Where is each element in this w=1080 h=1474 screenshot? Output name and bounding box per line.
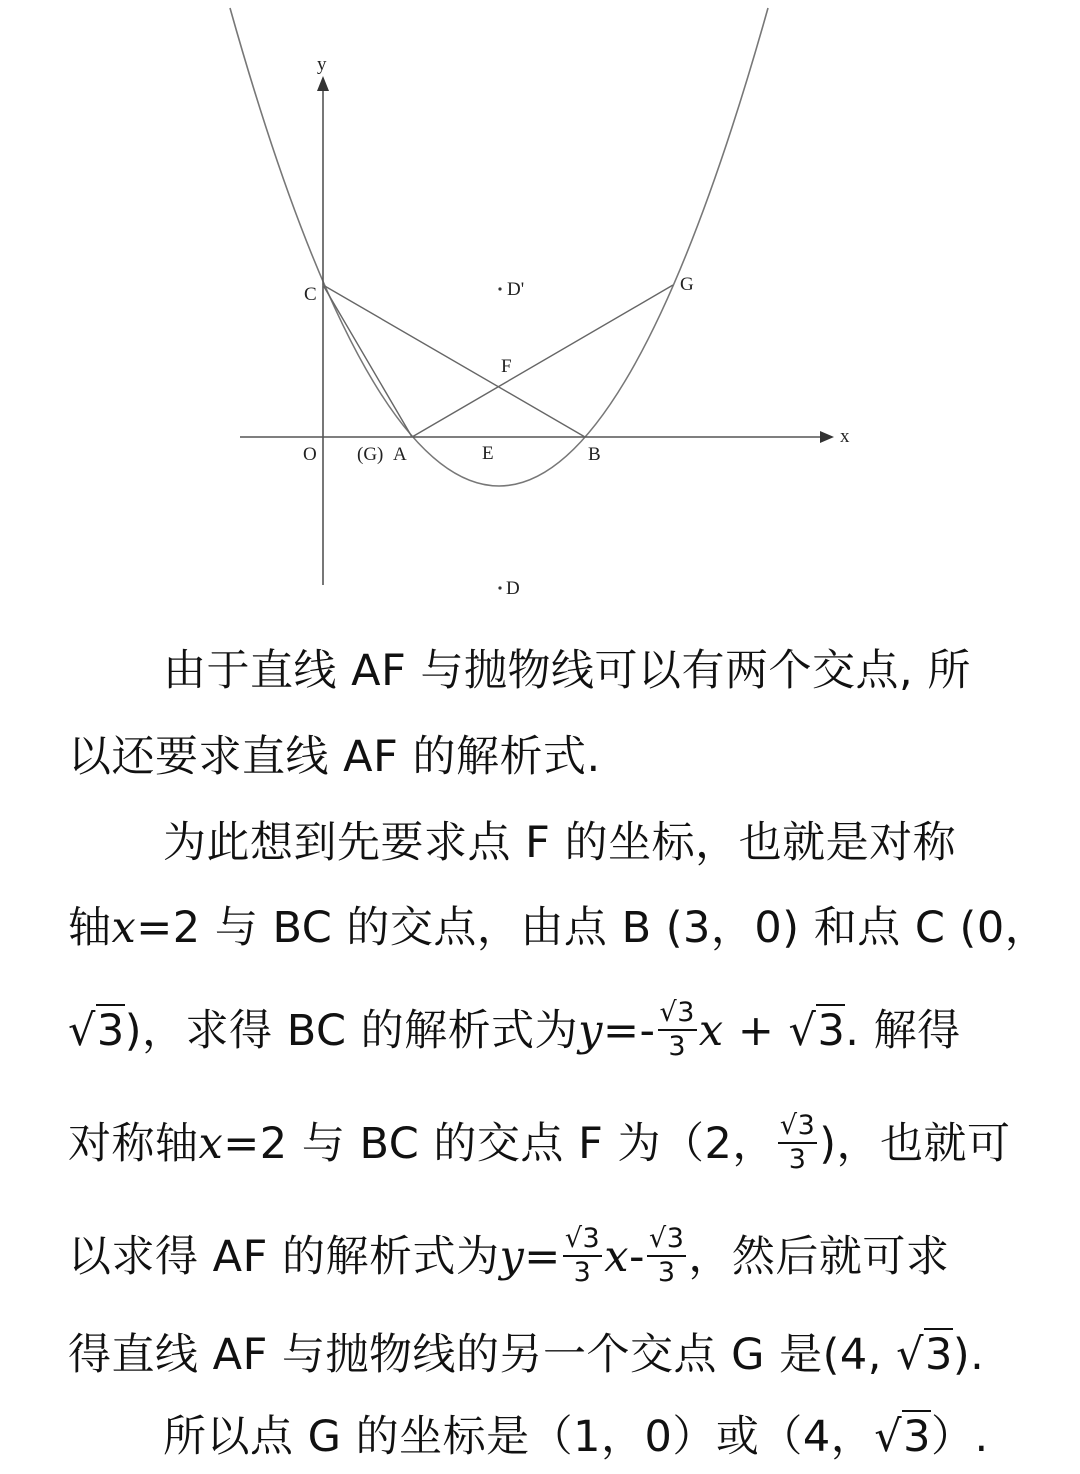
text-line-1: [163, 636, 1033, 706]
label-x: x: [840, 426, 850, 447]
line8-text-a: 得直线 AF 与抛物线的另一个交点 G 是(4,: [68, 1330, 897, 1380]
text-line-2: [68, 722, 1028, 792]
text-line-4: [68, 893, 1049, 963]
line5-frac-den: 3: [668, 1030, 687, 1062]
line6-text-a: 对称轴: [68, 1119, 199, 1169]
line7-text-a: 以求得 AF 的解析式为: [68, 1232, 500, 1282]
label-D: D: [506, 578, 520, 599]
line5-radical-sign: √: [68, 1006, 96, 1056]
line5-text-b: )，求得 BC 的解析式为: [124, 1006, 579, 1056]
line4-var-x: x: [111, 903, 137, 953]
label-G: G: [680, 274, 694, 295]
label-F: F: [501, 356, 512, 377]
line9-radical-sign: √: [874, 1412, 903, 1462]
label-O: O: [303, 444, 317, 465]
point-D: [498, 586, 501, 589]
line7-fraction-1: [563, 1223, 602, 1289]
text-line-5: [68, 996, 1028, 1066]
line2-text: 以还要求直线 AF 的解析式.: [68, 732, 601, 782]
text-line-7: [68, 1222, 1028, 1292]
line4-text-a: 轴: [68, 903, 112, 953]
line8-radical-sign: √: [896, 1330, 925, 1380]
text-line-6: [68, 1109, 1028, 1179]
line9-text-b: ）.: [931, 1412, 989, 1462]
segment-CA: [323, 285, 412, 437]
parabola-curve: [230, 8, 768, 486]
line6-var-x: x: [198, 1119, 224, 1169]
y-axis-arrow-icon: [317, 76, 329, 91]
line7-frac1-den: 3: [573, 1256, 592, 1288]
line7-text-b: ，然后就可求: [688, 1232, 950, 1282]
label-C: C: [304, 284, 317, 305]
label-E: E: [482, 443, 494, 464]
line7-fraction-2: [647, 1223, 686, 1289]
line5-radicand: 3: [96, 1006, 125, 1056]
line5-var-y: y: [578, 1006, 603, 1056]
point-D-prime: [498, 287, 501, 290]
line9-radicand: 3: [903, 1412, 931, 1462]
x-axis-arrow-icon: [820, 431, 834, 443]
label-D-prime: D': [507, 279, 525, 300]
line7-frac1-num: √3: [563, 1223, 602, 1257]
line6-frac-num: √3: [778, 1110, 817, 1144]
label-y: y: [317, 54, 327, 75]
segment-AG: [412, 285, 673, 437]
line5-plus: +: [723, 1006, 789, 1056]
label-G-paren: (G): [357, 444, 384, 465]
text-line-8: [68, 1320, 1028, 1390]
line5-equals: =-: [602, 1006, 656, 1056]
line1-text: 由于直线 AF 与抛物线可以有两个交点, 所: [163, 646, 971, 696]
line7-equals: =: [524, 1232, 561, 1282]
label-B: B: [588, 444, 601, 465]
line6-text-b: =2 与 BC 的交点 F 为（2，: [223, 1119, 776, 1169]
line5-var-x: x: [698, 1006, 724, 1056]
line6-frac-den: 3: [788, 1143, 807, 1175]
line7-minus: -: [628, 1232, 646, 1282]
line5-frac-num: √3: [658, 997, 697, 1031]
line5-text-c: . 解得: [845, 1006, 961, 1056]
line9-text-a: 所以点 G 的坐标是（1，0）或（4，: [163, 1412, 875, 1462]
line4-text-b: =2 与 BC 的交点，由点 B (3，0) 和点 C (0，: [136, 903, 1049, 953]
line7-frac2-den: 3: [657, 1256, 676, 1288]
line7-frac2-num: √3: [647, 1223, 686, 1257]
parabola-diagram: [0, 0, 1080, 620]
text-line-3: [163, 808, 1033, 878]
line7-var-y: y: [499, 1232, 525, 1282]
line5-fraction: [658, 997, 697, 1063]
label-A: A: [393, 444, 407, 465]
line7-var-x: x: [604, 1232, 629, 1282]
line5-radicand-2: 3: [817, 1006, 846, 1056]
line8-radicand: 3: [925, 1330, 953, 1380]
line6-text-c: )，也就可: [819, 1119, 1011, 1169]
line5-radical-sign-2: √: [788, 1006, 817, 1056]
line8-text-b: ).: [952, 1330, 985, 1380]
line6-fraction: [778, 1110, 817, 1176]
line3-text: 为此想到先要求点 F 的坐标，也就是对称: [163, 818, 957, 868]
text-line-9: [163, 1402, 1033, 1472]
